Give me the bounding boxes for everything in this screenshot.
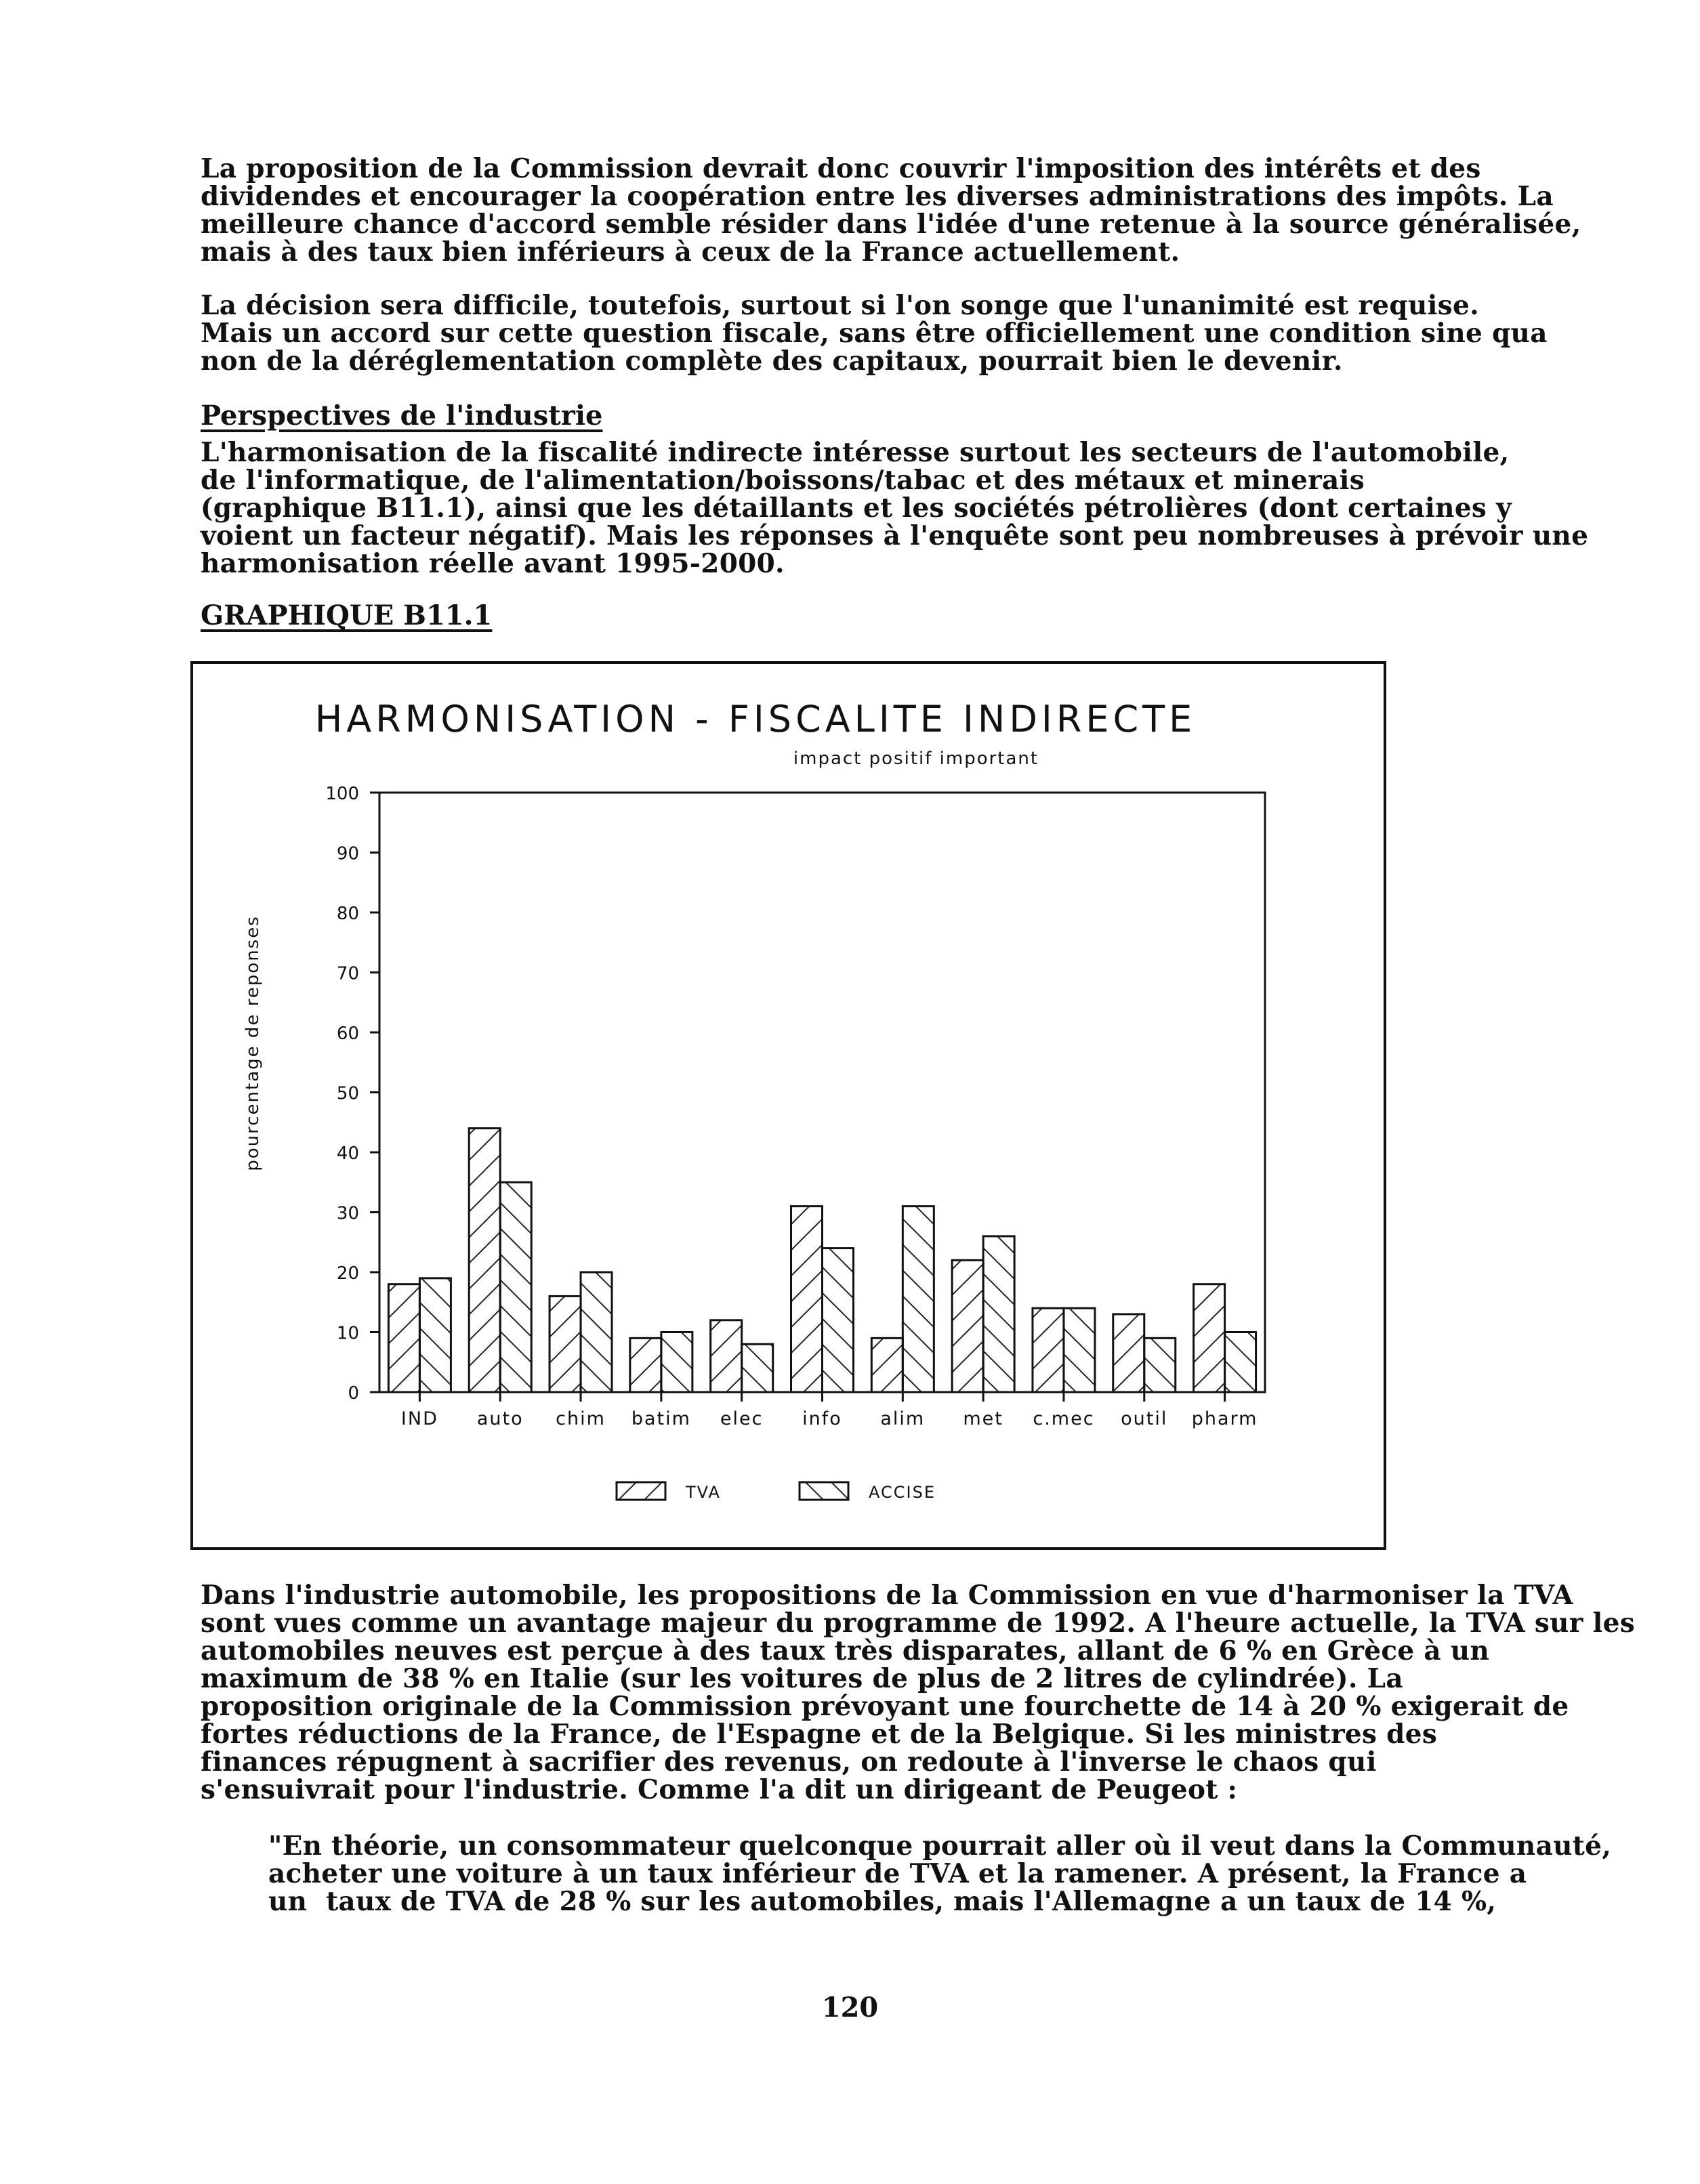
- figure-frame: [190, 661, 1386, 1550]
- legend-label-tva: TVA: [686, 1483, 721, 1502]
- y-tick-label: 10: [336, 1323, 359, 1344]
- text-line: automobiles neuves est perçue à des taux très disparates, allant de 6 % en Grèce à un: [201, 1635, 1490, 1666]
- text-line: La proposition de la Commission devrait donc couvrir l'imposition des intérêts et des: [201, 153, 1481, 184]
- bar-tva-met: [952, 1260, 983, 1392]
- quote-peugeot: [268, 1832, 1678, 1916]
- paragraph-industry: [201, 439, 1610, 578]
- text-line: harmonisation réelle avant 1995-2000.: [201, 548, 785, 579]
- text-line: de l'informatique, de l'alimentation/boissons/tabac et des métaux et minerais: [201, 465, 1365, 496]
- y-axis: [325, 784, 379, 1404]
- y-tick-label: 30: [336, 1203, 359, 1224]
- y-tick-label: 70: [336, 963, 359, 984]
- x-tick-label: info: [802, 1408, 842, 1429]
- bar-accise-pharm: [1225, 1332, 1256, 1393]
- y-tick-label: 60: [336, 1024, 359, 1044]
- paragraph-tax-proposal: [201, 155, 1610, 266]
- text-line: maximum de 38 % en Italie (sur les voitures de plus de 2 litres de cylindrée). La: [201, 1663, 1403, 1694]
- text-line: finances répugnent à sacrifier des revenus, on redoute à l'inverse le chaos qui: [201, 1746, 1377, 1778]
- text-line: fortes réductions de la France, de l'Espagne et de la Belgique. Si les ministres des: [201, 1719, 1438, 1750]
- bars: [388, 1129, 1256, 1392]
- bar-accise-met: [983, 1236, 1014, 1392]
- bar-tva-batim: [630, 1338, 661, 1392]
- text-line: mais à des taux bien inférieurs à ceux de la France actuellement.: [201, 236, 1180, 268]
- x-tick-label: alim: [880, 1408, 926, 1429]
- chart-subtitle: impact positif important: [793, 749, 1039, 769]
- text-line: meilleure chance d'accord semble résider dans l'idée d'une retenue à la source généralisée,: [201, 209, 1581, 240]
- legend-label-accise: ACCISE: [869, 1483, 936, 1502]
- x-tick-label: batim: [631, 1408, 691, 1429]
- text-line: L'harmonisation de la fiscalité indirecte intéresse surtout les secteurs de l'automobile,: [201, 437, 1510, 468]
- bar-tva-outil: [1113, 1314, 1144, 1392]
- text-line: dividendes et encourager la coopération entre les diverses administrations des impôts. La: [201, 181, 1554, 212]
- heading-perspectives: Perspectives de l'industrie: [201, 400, 603, 432]
- text-line: sont vues comme un avantage majeur du programme de 1992. A l'heure actuelle, la TVA sur les: [201, 1608, 1636, 1639]
- x-tick-label: chim: [556, 1408, 606, 1429]
- x-tick-label: elec: [720, 1408, 764, 1429]
- text-line: proposition originale de la Commission prévoyant une fourchette de 14 à 20 % exigerait de: [201, 1691, 1569, 1722]
- legend: [617, 1482, 936, 1502]
- legend-swatch-accise: [800, 1482, 848, 1500]
- chart-title: HARMONISATION - FISCALITE INDIRECTE: [314, 698, 1197, 740]
- x-tick-label: pharm: [1191, 1408, 1258, 1429]
- bar-tva-ind: [388, 1284, 419, 1392]
- bar-accise-elec: [742, 1344, 773, 1392]
- bar-chart: [193, 664, 1384, 1547]
- bar-tva-info: [791, 1206, 823, 1392]
- y-tick-label: 90: [336, 843, 359, 864]
- text-line: Mais un accord sur cette question fiscale, sans être officiellement une condition sine qua: [201, 318, 1548, 349]
- text-line: Dans l'industrie automobile, les propositions de la Commission en vue d'harmoniser la TVA: [201, 1580, 1573, 1611]
- bar-accise-batim: [661, 1332, 692, 1393]
- y-tick-label: 40: [336, 1143, 359, 1164]
- paragraph-automobile: [201, 1580, 1636, 1805]
- bar-tva-elec: [711, 1320, 742, 1392]
- text-line: "En théorie, un consommateur quelconque pourrait aller où il veut dans la Communauté,: [268, 1830, 1612, 1862]
- x-tick-label: outil: [1121, 1408, 1168, 1429]
- bar-accise-chim: [581, 1272, 612, 1392]
- bar-tva-cmec: [1033, 1308, 1064, 1392]
- page-number: 120: [821, 1992, 879, 2023]
- bar-tva-chim: [550, 1296, 581, 1392]
- x-axis: [401, 1392, 1258, 1429]
- text-line: non de la déréglementation complète des capitaux, pourrait bien le devenir.: [201, 345, 1343, 377]
- text-line: un taux de TVA de 28 % sur les automobiles, mais l'Allemagne a un taux de 14 %,: [268, 1886, 1497, 1917]
- text-line: La décision sera difficile, toutefois, surtout si l'on songe que l'unanimité est requise.: [201, 290, 1480, 321]
- y-tick-label: 20: [336, 1263, 359, 1284]
- y-axis-label: pourcentage de reponses: [243, 915, 263, 1171]
- bar-accise-alim: [903, 1206, 934, 1392]
- legend-swatch-tva: [617, 1482, 665, 1500]
- x-tick-label: IND: [400, 1408, 438, 1429]
- x-tick-label: c.mec: [1033, 1408, 1095, 1429]
- bar-tva-alim: [871, 1338, 903, 1392]
- x-tick-label: met: [963, 1408, 1003, 1429]
- x-tick-label: auto: [476, 1408, 524, 1429]
- bar-tva-auto: [469, 1129, 500, 1392]
- y-tick-label: 0: [348, 1383, 359, 1404]
- text-line: s'ensuivrait pour l'industrie. Comme l'a dit un dirigeant de Peugeot :: [201, 1774, 1238, 1805]
- heading-graphique: GRAPHIQUE B11.1: [201, 600, 493, 631]
- text-line: (graphique B11.1), ainsi que les détaillants et les sociétés pétrolières (dont certaines y: [201, 492, 1512, 524]
- y-tick-label: 100: [325, 784, 359, 804]
- bar-tva-pharm: [1194, 1284, 1225, 1392]
- bar-accise-outil: [1144, 1338, 1176, 1392]
- bar-accise-cmec: [1064, 1308, 1095, 1392]
- bar-accise-info: [823, 1248, 854, 1392]
- y-tick-label: 80: [336, 904, 359, 924]
- paragraph-decision: [201, 292, 1610, 375]
- bar-accise-ind: [419, 1278, 451, 1392]
- y-tick-label: 50: [336, 1083, 359, 1104]
- text-line: acheter une voiture à un taux inférieur de TVA et la ramener. A présent, la France a: [268, 1858, 1527, 1889]
- text-line: voient un facteur négatif). Mais les réponses à l'enquête sont peu nombreuses à prévoir une: [201, 520, 1589, 551]
- bar-accise-auto: [500, 1182, 531, 1392]
